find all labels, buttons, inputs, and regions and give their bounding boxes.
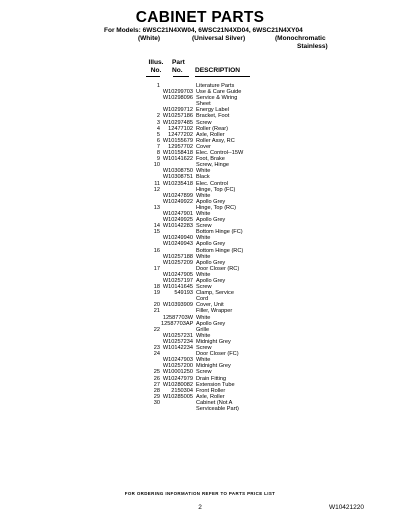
part-description: White (196, 210, 211, 217)
part-number: W10285005 (162, 393, 193, 400)
part-description: Bottom Hinge (RC) (196, 247, 244, 254)
part-number: W10257209 (162, 259, 193, 266)
part-number: W10142283 (162, 223, 193, 230)
header-rule (195, 76, 250, 77)
part-description: Black (196, 174, 210, 181)
illus-number: 25 (153, 369, 160, 376)
part-number: 2150304 (171, 387, 193, 394)
illus-number: 11 (154, 180, 160, 187)
part-number: 12477202 (168, 131, 193, 138)
illus-number: 3 (156, 119, 160, 126)
page-number: 2 (198, 504, 202, 511)
part-description: Apollo Grey (196, 217, 226, 224)
illus-number: 1 (156, 83, 160, 89)
part-number: 549193 (174, 290, 193, 297)
part-description: Screw, Hinge (196, 162, 229, 169)
part-number: W10257197 (162, 278, 193, 284)
part-description: Apollo Grey (196, 320, 226, 327)
variant-mono-cont: Stainless) (297, 43, 328, 50)
part-description: Elec. Control--15W (196, 150, 244, 157)
part-number: W10298096 (162, 95, 193, 102)
part-number: W10280082 (162, 381, 193, 388)
part-description: Screw (196, 369, 212, 376)
part-description: Axle, Roller (196, 393, 225, 400)
part-number: W10308750 (162, 168, 193, 175)
part-number: 12587703AP (161, 320, 194, 327)
part-description: Axle, Roller (196, 131, 225, 138)
illus-number: 2 (156, 113, 160, 120)
illus-number: 4 (156, 125, 160, 132)
part-description: Roller Assy, RC (196, 137, 235, 144)
part-description: Apollo Grey (196, 198, 226, 205)
part-description: Cord (196, 296, 209, 303)
part-description: Door Closer (RC) (196, 265, 240, 272)
part-description: Cover (196, 143, 211, 150)
ordering-note: FOR ORDERING INFORMATION REFER TO PARTS PRICE LIST (124, 491, 276, 496)
illus-number: 14 (153, 223, 160, 230)
variant-silver: (Universal Silver) (192, 35, 246, 42)
illus-number: 6 (156, 137, 160, 144)
part-number: 12477102 (168, 125, 193, 132)
illus-number: 5 (156, 131, 160, 138)
part-description: Apollo Grey (196, 278, 226, 284)
part-description: White (196, 271, 211, 278)
part-number: W10297485 (162, 119, 193, 126)
part-number: W10235418 (162, 180, 193, 187)
illus-header-line1: Illus. (148, 59, 164, 66)
part-description: Extension Tube (196, 381, 235, 388)
model-list (104, 27, 328, 50)
part-description: Bottom Hinge (FC) (196, 229, 243, 236)
illus-number: 30 (153, 399, 160, 406)
header-rule (146, 76, 160, 77)
part-number: W10249925 (162, 217, 193, 224)
part-description: Screw (196, 345, 212, 352)
part-number: W10247903 (162, 357, 193, 364)
part-description: Roller (Rear) (196, 125, 229, 132)
illus-number: 16 (153, 247, 160, 254)
illus-no-header (145, 59, 167, 74)
part-description: Elec. Control (196, 180, 229, 187)
part-number: W10141645 (162, 284, 193, 291)
part-number: W10158418 (162, 150, 193, 157)
part-description: Hinge, Top (RC) (196, 204, 236, 211)
illus-number: 22 (153, 326, 160, 333)
illus-number: 17 (153, 265, 160, 272)
part-description: White (196, 235, 211, 242)
illus-number: 27 (153, 381, 160, 388)
illus-number: 8 (156, 150, 160, 157)
illus-number: 21 (153, 308, 160, 315)
part-number: W10308751 (162, 174, 193, 181)
parts-row (0, 406, 400, 412)
part-description: Drain Fitting (196, 375, 227, 382)
part-number: W10257188 (162, 253, 193, 260)
part-number: W10299703 (162, 89, 193, 96)
part-description: Sheet (196, 101, 211, 108)
part-description: White (196, 314, 211, 321)
part-description: Grille (196, 326, 210, 333)
part-number: W10249943 (162, 241, 193, 248)
illus-header-line2: No. (150, 66, 162, 74)
illus-number: 12 (153, 186, 160, 193)
part-number: W10001250 (162, 369, 193, 376)
part-number: W10247899 (162, 192, 193, 199)
part-description: Door Closer (FC) (196, 351, 239, 358)
part-number: W10249922 (162, 198, 193, 205)
part-number: W10257234 (162, 338, 193, 345)
part-header-line1: Part (172, 59, 185, 66)
part-description: Apollo Grey (196, 259, 226, 266)
part-description: Energy Label (196, 107, 229, 114)
part-description: Use & Care Guide (196, 89, 242, 96)
document-number: W10421220 (328, 504, 364, 511)
part-no-header (172, 59, 192, 74)
illus-number: 26 (153, 375, 160, 382)
part-description: Foot, Brake (196, 156, 225, 163)
part-description: Hinge, Top (FC) (196, 186, 236, 193)
part-number: 12957702 (168, 143, 193, 150)
part-description: White (196, 168, 211, 175)
part-number: W10141622 (162, 156, 193, 163)
header-rule (173, 76, 189, 77)
illus-number: 15 (153, 229, 160, 236)
part-number: W10247979 (162, 375, 193, 382)
part-number: 12587703W (162, 314, 193, 321)
part-description: White (196, 192, 211, 199)
part-number: W10155679 (162, 137, 193, 144)
part-number: W10257200 (162, 363, 193, 370)
illus-number: 7 (156, 143, 160, 150)
part-number: W10247901 (162, 210, 193, 217)
illus-number: 10 (153, 162, 160, 169)
illus-number: 24 (153, 351, 160, 358)
part-description: Bracket, Foot (196, 113, 230, 120)
illus-number: 28 (153, 387, 160, 394)
part-description: White (196, 357, 211, 364)
part-number: W10393909 (162, 302, 193, 309)
variant-white: (White) (138, 35, 161, 42)
part-description: Front Roller (196, 387, 226, 394)
part-description: Cabinet (Not A (196, 399, 233, 406)
illus-number: 13 (153, 204, 160, 211)
part-number: W10142234 (162, 345, 193, 352)
part-description: Midnight Grey (196, 338, 231, 345)
part-description: Screw (196, 284, 212, 291)
description-header: DESCRIPTION (195, 67, 241, 74)
models-line: For Models: 6WSC21N4XW04, 6WSC21N4XD04, 6WSC21N4XY04 (104, 27, 303, 34)
variant-mono: (Monochromatic (275, 35, 326, 42)
part-description: White (196, 332, 211, 339)
part-number: W10247905 (162, 271, 193, 278)
illus-number: 9 (156, 156, 160, 163)
part-header-line2: No. (172, 66, 183, 74)
illus-number: 19 (153, 290, 160, 297)
part-number: W10299712 (162, 107, 193, 114)
page-title: CABINET PARTS (135, 9, 265, 26)
illus-number: 20 (153, 302, 160, 309)
part-description: White (196, 253, 211, 260)
part-description: Service & Wiring (196, 95, 238, 102)
part-description: Literature Parts (196, 83, 235, 89)
part-number: W10257231 (162, 332, 193, 339)
part-description: Serviceable Part) (196, 405, 239, 412)
part-description: Filler, Wrapper (196, 308, 233, 315)
part-description: Clamp, Service (196, 290, 234, 297)
part-number: W10249940 (162, 235, 193, 242)
part-description: Midnight Grey (196, 363, 231, 370)
part-description: Screw (196, 119, 212, 126)
illus-number: 29 (153, 393, 160, 400)
parts-list (0, 83, 400, 412)
part-description: Cover, Unit (196, 302, 224, 309)
part-description: Screw (196, 223, 212, 230)
part-number: W10257186 (162, 113, 193, 120)
part-description: Apollo Grey (196, 241, 226, 248)
illus-number: 23 (153, 345, 160, 352)
illus-number: 18 (153, 284, 160, 291)
